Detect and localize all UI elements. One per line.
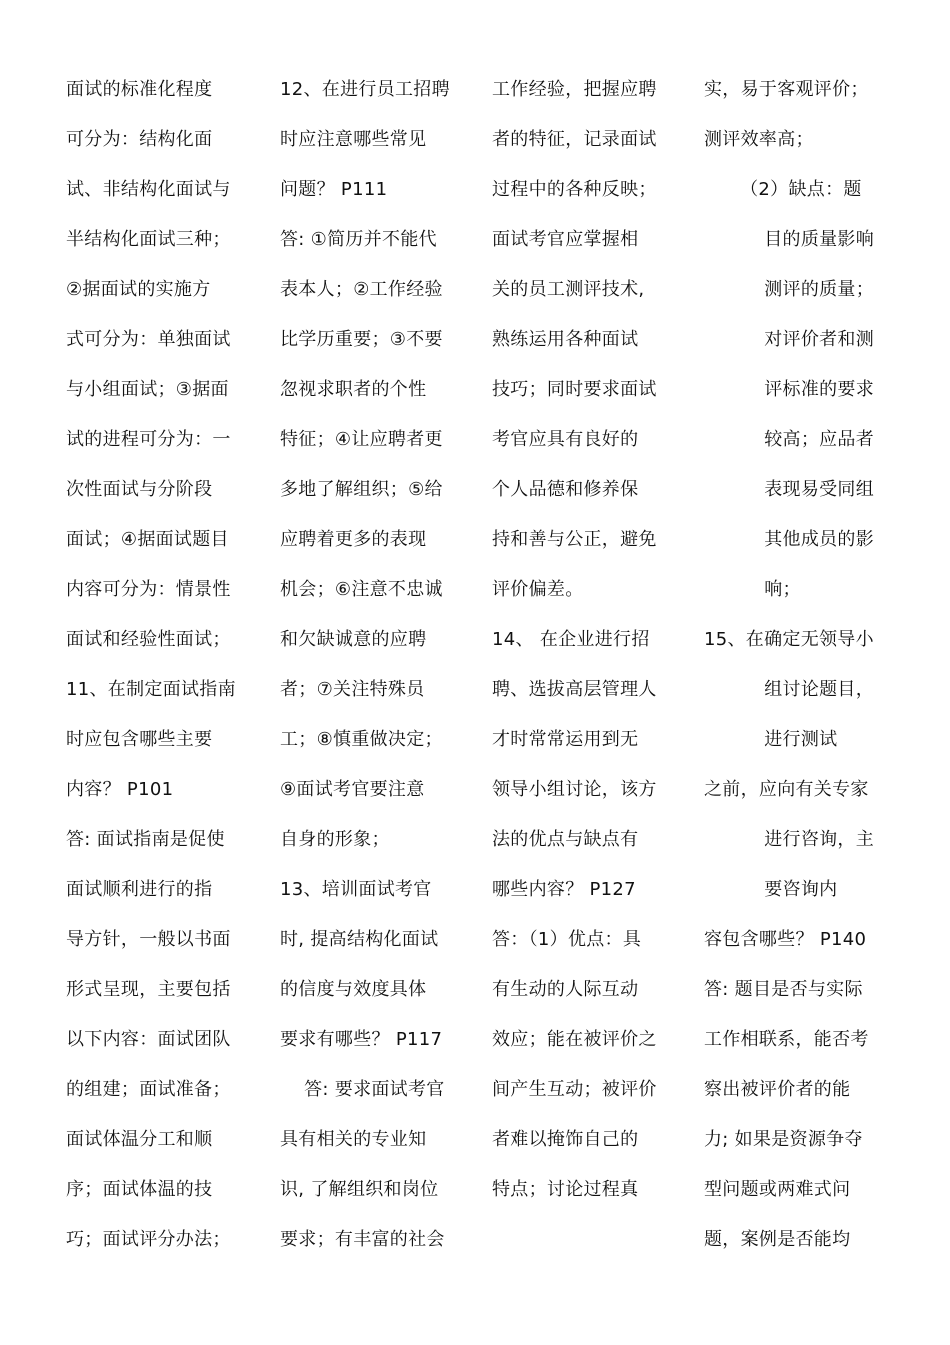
text-line: 次性面试与分阶段 <box>66 479 213 500</box>
text-line: 察出被评价者的能 <box>704 1079 851 1100</box>
text-line: 问题？ P111 <box>280 179 388 200</box>
text-line: 进行测试 <box>704 729 838 750</box>
text-line: 表本人；②工作经验 <box>280 279 443 300</box>
text-line: 题，案例是否能均 <box>704 1229 851 1250</box>
text-column-2 <box>280 72 450 1272</box>
text-column-4 <box>704 72 874 1272</box>
text-line: 面试；④据面试题目 <box>66 529 229 550</box>
text-line: 特点；讨论过程真 <box>492 1179 639 1200</box>
text-line: 自身的形象； <box>280 829 390 850</box>
text-line: 型问题或两难式问 <box>704 1179 851 1200</box>
text-line: 者；⑦关注特殊员 <box>280 679 425 700</box>
text-line: 巧；面试评分办法； <box>66 1229 231 1250</box>
text-line: 的信度与效度具体 <box>280 979 427 1000</box>
text-line: 答: ①简历并不能代 <box>280 229 437 250</box>
text-line: 11、在制定面试指南 <box>66 679 236 700</box>
text-line: 以下内容：面试团队 <box>66 1029 231 1050</box>
text-line: 评标准的要求 <box>704 379 875 400</box>
text-line: 与小组面试；③据面 <box>66 379 229 400</box>
text-line: 间产生互动；被评价 <box>492 1079 657 1100</box>
text-line: 面试体温分工和顺 <box>66 1129 213 1150</box>
text-line: 效应；能在被评价之 <box>492 1029 657 1050</box>
text-line: 法的优点与缺点有 <box>492 829 639 850</box>
text-line: 试的进程可分为：一 <box>66 429 231 450</box>
text-line: 之前，应向有关专家 <box>704 779 869 800</box>
text-line: 者的特征，记录面试 <box>492 129 657 150</box>
text-line: 有生动的人际互动 <box>492 979 639 1000</box>
text-line: 个人品德和修养保 <box>492 479 639 500</box>
text-column-1 <box>66 72 236 1272</box>
text-line: 才时常常运用到无 <box>492 729 639 750</box>
text-line: 表现易受同组 <box>704 479 875 500</box>
text-line: 内容？ P101 <box>66 779 174 800</box>
text-line: 13、培训面试考官 <box>280 879 432 900</box>
text-line: 面试的标准化程度 <box>66 79 213 100</box>
text-line: 答: 要求面试考官 <box>280 1079 445 1100</box>
text-line: 要求；有丰富的社会 <box>280 1229 445 1250</box>
text-line: 可分为：结构化面 <box>66 129 213 150</box>
text-line: 14、 在企业进行招 <box>492 629 650 650</box>
text-line: 评价偏差。 <box>492 579 584 600</box>
text-line: 工作经验，把握应聘 <box>492 79 657 100</box>
text-line: 导方针，一般以书面 <box>66 929 231 950</box>
text-line: 较高；应品者 <box>704 429 875 450</box>
text-line: 答：（1）优点：具 <box>492 929 642 950</box>
text-line: 测评的质量； <box>704 279 875 300</box>
text-line: 忽视求职者的个性 <box>280 379 427 400</box>
text-line: 的组建；面试准备； <box>66 1079 231 1100</box>
text-line: 形式呈现，主要包括 <box>66 979 231 1000</box>
text-line: 面试考官应掌握相 <box>492 229 639 250</box>
text-line: （2）缺点：题 <box>704 179 862 200</box>
text-line: 序；面试体温的技 <box>66 1179 213 1200</box>
text-line: 关的员工测评技术, <box>492 279 645 300</box>
text-line: 时应包含哪些主要 <box>66 729 213 750</box>
text-line: 考官应具有良好的 <box>492 429 639 450</box>
text-line: 面试和经验性面试； <box>66 629 231 650</box>
text-line: 工作相联系，能否考 <box>704 1029 869 1050</box>
text-line: 响； <box>704 579 801 600</box>
text-line: 要求有哪些？ P117 <box>280 1029 443 1050</box>
text-line: 力; 如果是资源争夺 <box>704 1129 863 1150</box>
text-line: 答: 题目是否与实际 <box>704 979 863 1000</box>
text-line: 应聘着更多的表现 <box>280 529 427 550</box>
text-line: ②据面试的实施方 <box>66 279 211 300</box>
text-line: 式可分为：单独面试 <box>66 329 231 350</box>
text-line: 技巧；同时要求面试 <box>492 379 657 400</box>
text-line: 多地了解组织；⑤给 <box>280 479 443 500</box>
text-line: 答: 面试指南是促使 <box>66 829 225 850</box>
text-line: ⑨面试考官要注意 <box>280 779 425 800</box>
text-column-3 <box>492 72 657 1222</box>
text-line: 容包含哪些？ P140 <box>704 929 867 950</box>
text-line: 识, 了解组织和岗位 <box>280 1179 439 1200</box>
text-line: 半结构化面试三种； <box>66 229 231 250</box>
text-line: 目的质量影响 <box>704 229 875 250</box>
text-line: 过程中的各种反映； <box>492 179 657 200</box>
text-line: 持和善与公正，避免 <box>492 529 657 550</box>
text-line: 领导小组讨论，该方 <box>492 779 657 800</box>
text-line: 12、在进行员工招聘 <box>280 79 450 100</box>
text-line: 工；⑧慎重做决定； <box>280 729 443 750</box>
text-line: 内容可分为：情景性 <box>66 579 231 600</box>
text-line: 特征；④让应聘者更 <box>280 429 443 450</box>
text-line: 比学历重要；③不要 <box>280 329 443 350</box>
text-line: 时应注意哪些常见 <box>280 129 427 150</box>
text-line: 实，易于客观评价； <box>704 79 869 100</box>
text-line: 组讨论题目， <box>704 679 875 700</box>
text-line: 测评效率高； <box>704 129 814 150</box>
text-line: 聘、选拔高层管理人 <box>492 679 657 700</box>
text-line: 对评价者和测 <box>704 329 875 350</box>
text-line: 和欠缺诚意的应聘 <box>280 629 427 650</box>
text-line: 机会；⑥注意不忠诚 <box>280 579 443 600</box>
text-line: 具有相关的专业知 <box>280 1129 427 1150</box>
text-line: 者难以掩饰自己的 <box>492 1129 639 1150</box>
text-line: 进行咨询，主 <box>704 829 875 850</box>
text-line: 哪些内容？ P127 <box>492 879 636 900</box>
text-line: 试、非结构化面试与 <box>66 179 231 200</box>
text-line: 15、在确定无领导小 <box>704 629 874 650</box>
text-line: 时, 提高结构化面试 <box>280 929 439 950</box>
text-line: 熟练运用各种面试 <box>492 329 639 350</box>
text-line: 其他成员的影 <box>704 529 875 550</box>
text-line: 要咨询内 <box>704 879 838 900</box>
text-line: 面试顺利进行的指 <box>66 879 213 900</box>
